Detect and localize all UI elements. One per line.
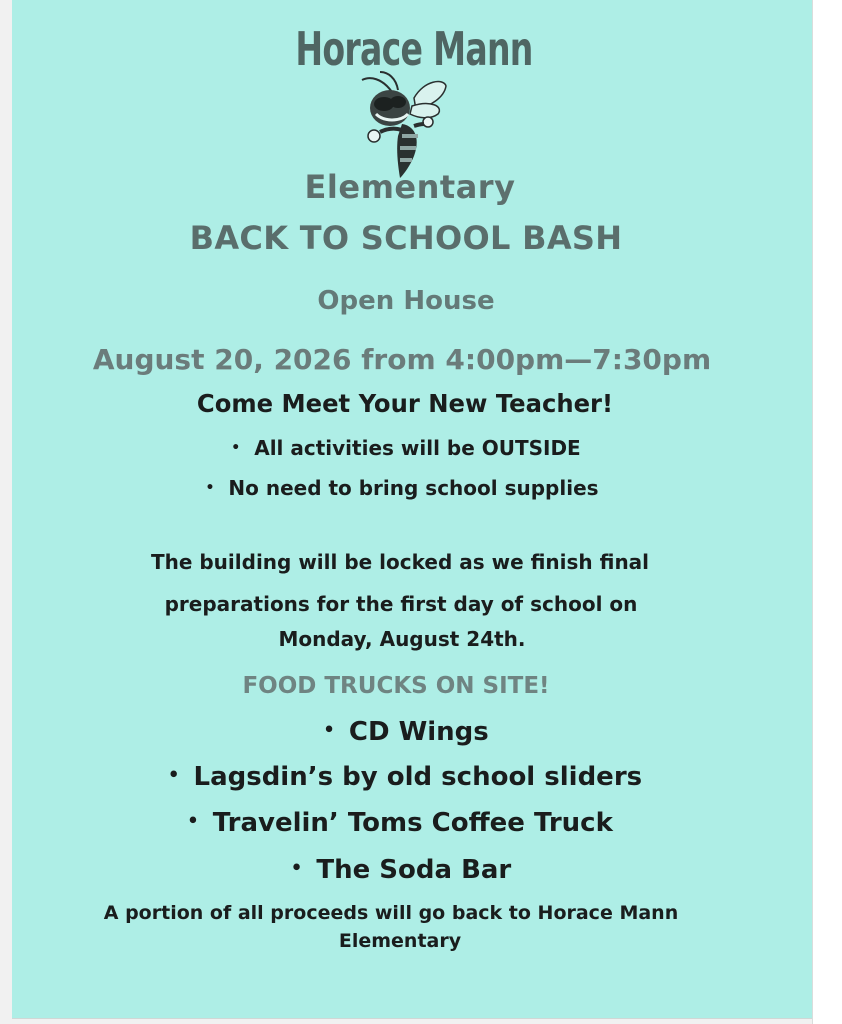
bullet-icon: •: [187, 811, 199, 832]
event-title: BACK TO SCHOOL BASH: [189, 219, 623, 257]
yellow-jacket-mascot-icon: [352, 70, 448, 180]
school-name-top: Horace Mann: [295, 22, 533, 76]
food-truck-item: [6, 717, 806, 747]
bullet-icon: •: [231, 439, 241, 456]
food-truck-name: Lagsdin’s by old school sliders: [193, 762, 643, 792]
event-date-time: August 20, 2026 from 4:00pm—7:30pm: [92, 343, 712, 376]
building-notice-line: The building will be locked as we finish final: [150, 550, 650, 574]
school-name-bottom: Elementary: [304, 168, 516, 206]
food-truck-item: [1, 855, 801, 885]
event-subtitle: Open House: [317, 286, 495, 316]
flyer-page: [12, 0, 812, 1018]
bullet-icon: •: [323, 720, 335, 741]
food-trucks-heading: FOOD TRUCKS ON SITE!: [242, 673, 550, 699]
bullet-icon: •: [205, 479, 215, 496]
food-truck-name: CD Wings: [348, 717, 489, 747]
note-text: No need to bring school supplies: [228, 476, 599, 500]
proceeds-note-line: A portion of all proceeds will go back to Horace Mann: [103, 902, 679, 924]
food-truck-name: The Soda Bar: [316, 855, 512, 885]
building-notice-line: Monday, August 24th.: [278, 627, 526, 651]
food-truck-item: [5, 762, 805, 792]
food-truck-item: [0, 808, 800, 838]
note-item: [6, 436, 806, 460]
bullet-icon: •: [167, 765, 180, 786]
tagline: Come Meet Your New Teacher!: [196, 389, 614, 418]
note-item: [2, 476, 802, 500]
page-margin: [812, 0, 842, 1024]
building-notice-line: preparations for the first day of school on: [164, 592, 638, 616]
bullet-icon: •: [290, 858, 303, 879]
note-text: All activities will be OUTSIDE: [254, 436, 581, 460]
food-truck-name: Travelin’ Toms Coffee Truck: [212, 808, 613, 838]
proceeds-note-line: Elementary: [338, 930, 462, 952]
